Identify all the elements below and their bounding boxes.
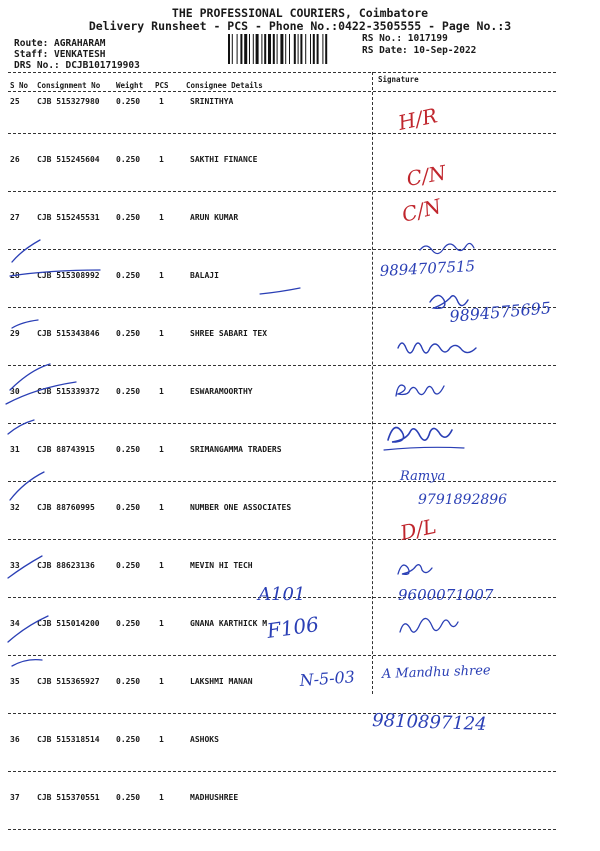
row-weight: 0.250 — [116, 793, 141, 802]
row-pcs: 1 — [159, 387, 164, 396]
row-weight: 0.250 — [116, 329, 141, 338]
row-pcs: 1 — [159, 155, 164, 164]
row-pcs: 1 — [159, 503, 164, 512]
row-consignment-no: CJB 515370551 — [37, 793, 100, 802]
row-consignment-no: CJB 515245531 — [37, 213, 100, 222]
row-weight: 0.250 — [116, 561, 141, 570]
row-weight: 0.250 — [116, 271, 141, 280]
tick-mark-5 — [6, 382, 76, 404]
row-sno: 35 — [10, 677, 20, 686]
col-header-signature: Signature — [378, 75, 419, 84]
phone-row-33: 9791892896 — [418, 492, 508, 508]
row-pcs: 1 — [159, 329, 164, 338]
table-row — [0, 793, 600, 851]
row-sno: 37 — [10, 793, 20, 802]
row-pcs: 1 — [159, 735, 164, 744]
tick-mark-9 — [8, 616, 48, 642]
row-consignee: SRIMANGAMMA TRADERS — [190, 445, 282, 454]
row-consignment-no: CJB 88623136 — [37, 561, 95, 570]
row-consignee: SAKTHI FINANCE — [190, 155, 258, 164]
tick-mark-4 — [10, 364, 50, 390]
scribble-signature-row-30 — [398, 343, 476, 353]
strike-mark-row-29 — [260, 288, 300, 294]
row-consignment-no: CJB 515014200 — [37, 619, 100, 628]
rs-date: RS Date: 10-Sep-2022 — [362, 45, 477, 56]
row-pcs: 1 — [159, 561, 164, 570]
row-consignee: BALAJI — [190, 271, 219, 280]
scribble-signature-row-36 — [400, 618, 458, 632]
row-sno: 30 — [10, 387, 20, 396]
row-weight: 0.250 — [116, 503, 141, 512]
row-pcs: 1 — [159, 213, 164, 222]
tick-mark-10 — [12, 660, 42, 666]
row-weight: 0.250 — [116, 213, 141, 222]
row-weight: 0.250 — [116, 735, 141, 744]
row-pcs: 1 — [159, 445, 164, 454]
col-header-consignment: Consignment No — [37, 81, 101, 90]
row-consignment-no: CJB 515339372 — [37, 387, 100, 396]
tick-mark-2 — [10, 270, 100, 276]
scribble-signature-row-28 — [420, 243, 474, 253]
row-weight: 0.250 — [116, 97, 141, 106]
company-title: THE PROFESSIONAL COURIERS, Coimbatore — [171, 6, 429, 20]
row-weight: 0.250 — [116, 155, 141, 164]
row-sno: 29 — [10, 329, 20, 338]
row-sno: 33 — [10, 561, 20, 570]
tick-mark-6 — [8, 420, 34, 434]
scribble-signature-row-35 — [398, 565, 432, 575]
tick-mark-8 — [8, 556, 42, 578]
row-consignment-no: CJB 515308992 — [37, 271, 100, 280]
phone-row-29: 9894575695 — [448, 298, 552, 326]
footer-phone: 9810897124 — [371, 710, 488, 735]
runsheet-subtitle: Delivery Runsheet - PCS - Phone No.:0422-3505555 - Page No.:3 — [88, 19, 512, 33]
scribble-signature-row-31 — [396, 385, 444, 396]
row-weight: 0.250 — [116, 619, 141, 628]
row-sno: 25 — [10, 97, 20, 106]
row-sno: 26 — [10, 155, 20, 164]
signature-row-34: D/L — [398, 513, 439, 545]
row-consignee: ESWARAMOORTHY — [190, 387, 253, 396]
row-consignee: MEVIN HI TECH — [190, 561, 253, 570]
handwritten-signatures — [256, 103, 552, 735]
tick-mark-1 — [12, 240, 40, 262]
col-header-sno: S No — [10, 81, 29, 90]
note-row-35: A101 — [258, 584, 306, 605]
scribble-underline-row-32 — [384, 447, 464, 450]
row-consignment-no: CJB 88743915 — [37, 445, 95, 454]
row-pcs: 1 — [159, 619, 164, 628]
row-consignee: NUMBER ONE ASSOCIATES — [190, 503, 292, 512]
phone-row-28: 9894707515 — [379, 257, 476, 280]
signature-row-37: A Mandhu shree — [381, 663, 491, 682]
row-consignee: ARUN KUMAR — [190, 213, 239, 222]
signature-row-27: C/N — [399, 193, 444, 227]
row-sno: 34 — [10, 619, 20, 628]
row-consignment-no: CJB 88760995 — [37, 503, 95, 512]
tick-mark-7 — [10, 472, 44, 500]
scribble-signature-row-32 — [388, 428, 452, 443]
signature-row-33: Ramya — [400, 469, 446, 484]
signature-row-26: C/N — [404, 160, 448, 191]
row-consignee: ASHOKS — [190, 735, 219, 744]
row-consignment-no: CJB 515327980 — [37, 97, 100, 106]
row-sno: 36 — [10, 735, 20, 744]
row-weight: 0.250 — [116, 445, 141, 454]
row-consignment-no: CJB 515365927 — [37, 677, 100, 686]
signature-row-25: H/R — [396, 103, 440, 135]
row-consignee: MADHUSHREE — [190, 793, 239, 802]
row-pcs: 1 — [159, 271, 164, 280]
col-header-pcs: PCS — [155, 81, 169, 90]
row-sno: 32 — [10, 503, 20, 512]
tick-mark-3 — [12, 320, 38, 328]
row-pcs: 1 — [159, 97, 164, 106]
route-label: Route: AGRAHARAM — [14, 38, 106, 49]
row-consignee: LAKSHMI MANAN — [190, 677, 253, 686]
tick-marks — [6, 240, 300, 666]
note-row-37: N-5-03 — [298, 667, 356, 690]
phone-row-35: 9600071007 — [398, 586, 494, 604]
row-pcs: 1 — [159, 793, 164, 802]
row-consignment-no: CJB 515318514 — [37, 735, 100, 744]
row-weight: 0.250 — [116, 387, 141, 396]
col-header-weight: Weight — [116, 81, 144, 90]
row-divider — [8, 829, 556, 830]
row-consignee: SRINITHYA — [190, 97, 234, 106]
staff-label: Staff: VENKATESH — [14, 49, 106, 60]
row-consignee: GNANA KARTHICK M — [190, 619, 268, 628]
col-header-consignee: Consignee Details — [186, 81, 263, 90]
rs-number: RS No.: 1017199 — [362, 33, 448, 44]
row-weight: 0.250 — [116, 677, 141, 686]
row-consignee: SHREE SABARI TEX — [190, 329, 268, 338]
row-consignment-no: CJB 515343846 — [37, 329, 100, 338]
drs-number: DRS No.: DCJB101719903 — [14, 60, 140, 71]
row-pcs: 1 — [159, 677, 164, 686]
row-consignment-no: CJB 515245604 — [37, 155, 100, 164]
row-sno: 28 — [10, 271, 20, 280]
row-sno: 31 — [10, 445, 20, 454]
note-row-36: F106 — [265, 611, 321, 643]
row-sno: 27 — [10, 213, 20, 222]
